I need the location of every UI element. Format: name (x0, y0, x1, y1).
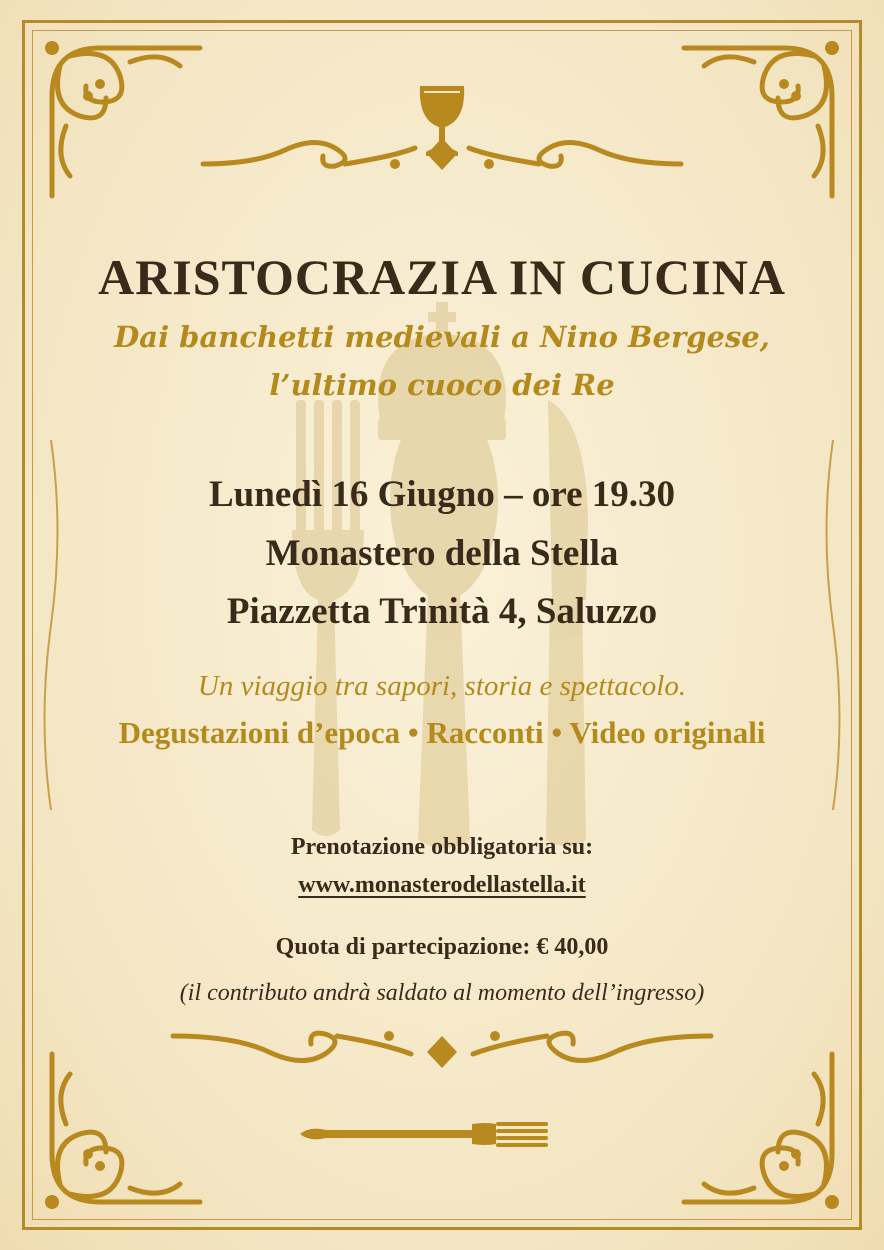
booking-label: Prenotazione obbligatoria su: (290, 834, 594, 860)
corner-ornament-top-left (40, 36, 210, 206)
top-scroll-ornament (195, 128, 689, 176)
event-tagline: Un viaggio tra sapori, storia e spettacolo. (197, 670, 687, 702)
fee-label: Quota di partecipazione: € 40,00 (275, 934, 609, 960)
event-subtitle-line1: Dai banchetti medievali a Nino Bergese, (114, 320, 770, 354)
event-subtitle-line2: l’ultimo cuoco dei Re (269, 368, 615, 402)
event-date-time: Lunedì 16 Giugno – ore 19.30 (208, 474, 675, 515)
event-address: Piazzetta Trinità 4, Saluzzo (226, 591, 658, 632)
corner-ornament-top-right (674, 36, 844, 206)
event-title: ARISTOCRAZIA IN CUCINA (98, 249, 786, 305)
event-venue: Monastero della Stella (265, 533, 619, 574)
booking-url-row (0, 872, 884, 899)
event-features: Degustazioni d’epoca • Racconti • Video originali (118, 715, 766, 750)
booking-url-link[interactable]: www.monasterodellastella.it (298, 872, 586, 898)
fork-icon (296, 1114, 552, 1154)
bottom-scroll-ornament (165, 1024, 719, 1074)
fee-note: (il contributo andrà saldato al momento dell’ingresso) (179, 980, 705, 1006)
